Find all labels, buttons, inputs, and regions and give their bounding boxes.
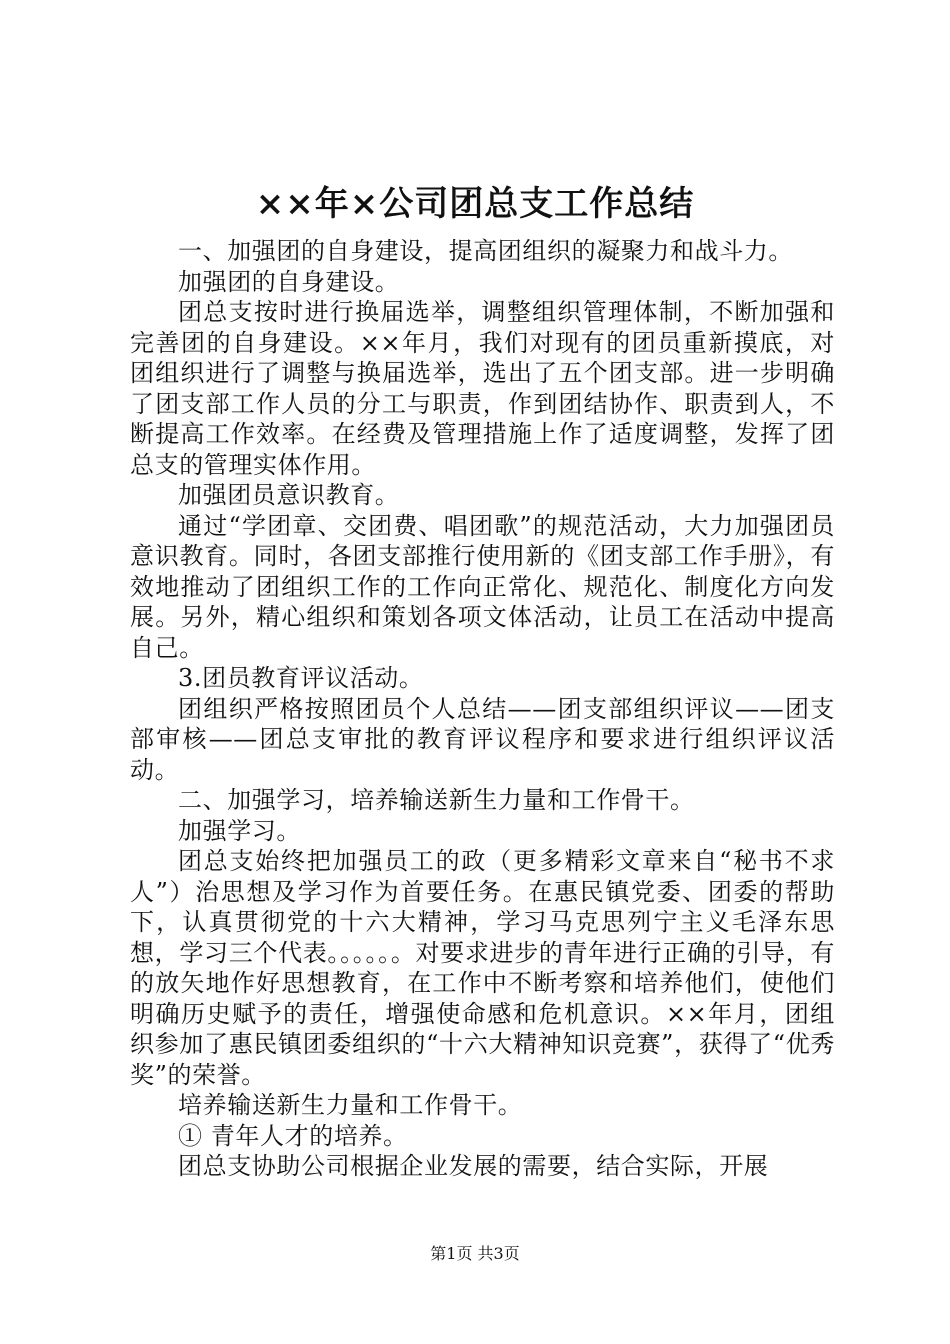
paragraph-evaluation: 团组织严格按照团员个人总结——团支部组织评议——团支部审核——团总支审批的教育评议程序和要求进行组织评议活动。 [130,694,835,784]
paragraph-learning: 团总支始终把加强员工的政（更多精彩文章来自“秘书不求人”）治思想及学习作为首要任务。在惠民镇党委、团委的帮助下，认真贯彻党的十六大精神，学习马克思列宁主义毛泽东思想，学习三个代表。。。。。。对要求进步的青年进行正确的引导，有的放矢地作好思想教育，在工作中不断考察和培养他们，使他们明确历史赋予的责任，增强使命感和危机意识。××年月，团组织参加了惠民镇团委组织的“十六大精神知识竞赛”，获得了“优秀奖”的荣誉。 [130,847,835,1089]
subheading-learning: 加强学习。 [178,816,301,845]
subheading-awareness-education: 加强团员意识教育。 [178,481,400,509]
document-title: ××年×公司团总支工作总结 [255,184,695,224]
paragraph-self-building: 团总支按时进行换届选举，调整组织管理体制，不断加强和完善团的自身建设。××年月，我们对现有的团员重新摸底，对团组织进行了调整与换届选举，选出了五个团支部。进一步明确了团支部工作人员的分工与职责，作到团结协作、职责到人，不断提高工作效率。在经费及管理措施上作了适度调整，发挥了团总支的管理实体作用。 [130,298,835,479]
section-heading-1: 一、加强团的自身建设，提高团组织的凝聚力和战斗力。 [178,237,793,265]
subheading-self-building: 加强团的自身建设。 [178,267,400,296]
paragraph-awareness-education: 通过“学团章、交团费、唱团歌”的规范活动，大力加强团员意识教育。同时，各团支部推行使用新的《团支部工作手册》，有效地推动了团组织工作的工作向正常化、规范化、制度化方向发展。另外，精心组织和策划各项文体活动，让员工在活动中提高自己。 [130,511,835,662]
section-heading-2: 二、加强学习，培养输送新生力量和工作骨干。 [178,786,695,814]
page-number: 第1页 共3页 [430,1244,520,1263]
subheading-youth-talent: ① 青年人才的培养。 [178,1121,408,1150]
paragraph-youth-talent: 团总支协助公司根据企业发展的需要，结合实际，开展 [178,1152,769,1180]
subheading-talent-cultivation: 培养输送新生力量和工作骨干。 [178,1091,523,1119]
document-body [130,236,835,1182]
subheading-evaluation: 3.团员教育评议活动。 [178,664,424,692]
